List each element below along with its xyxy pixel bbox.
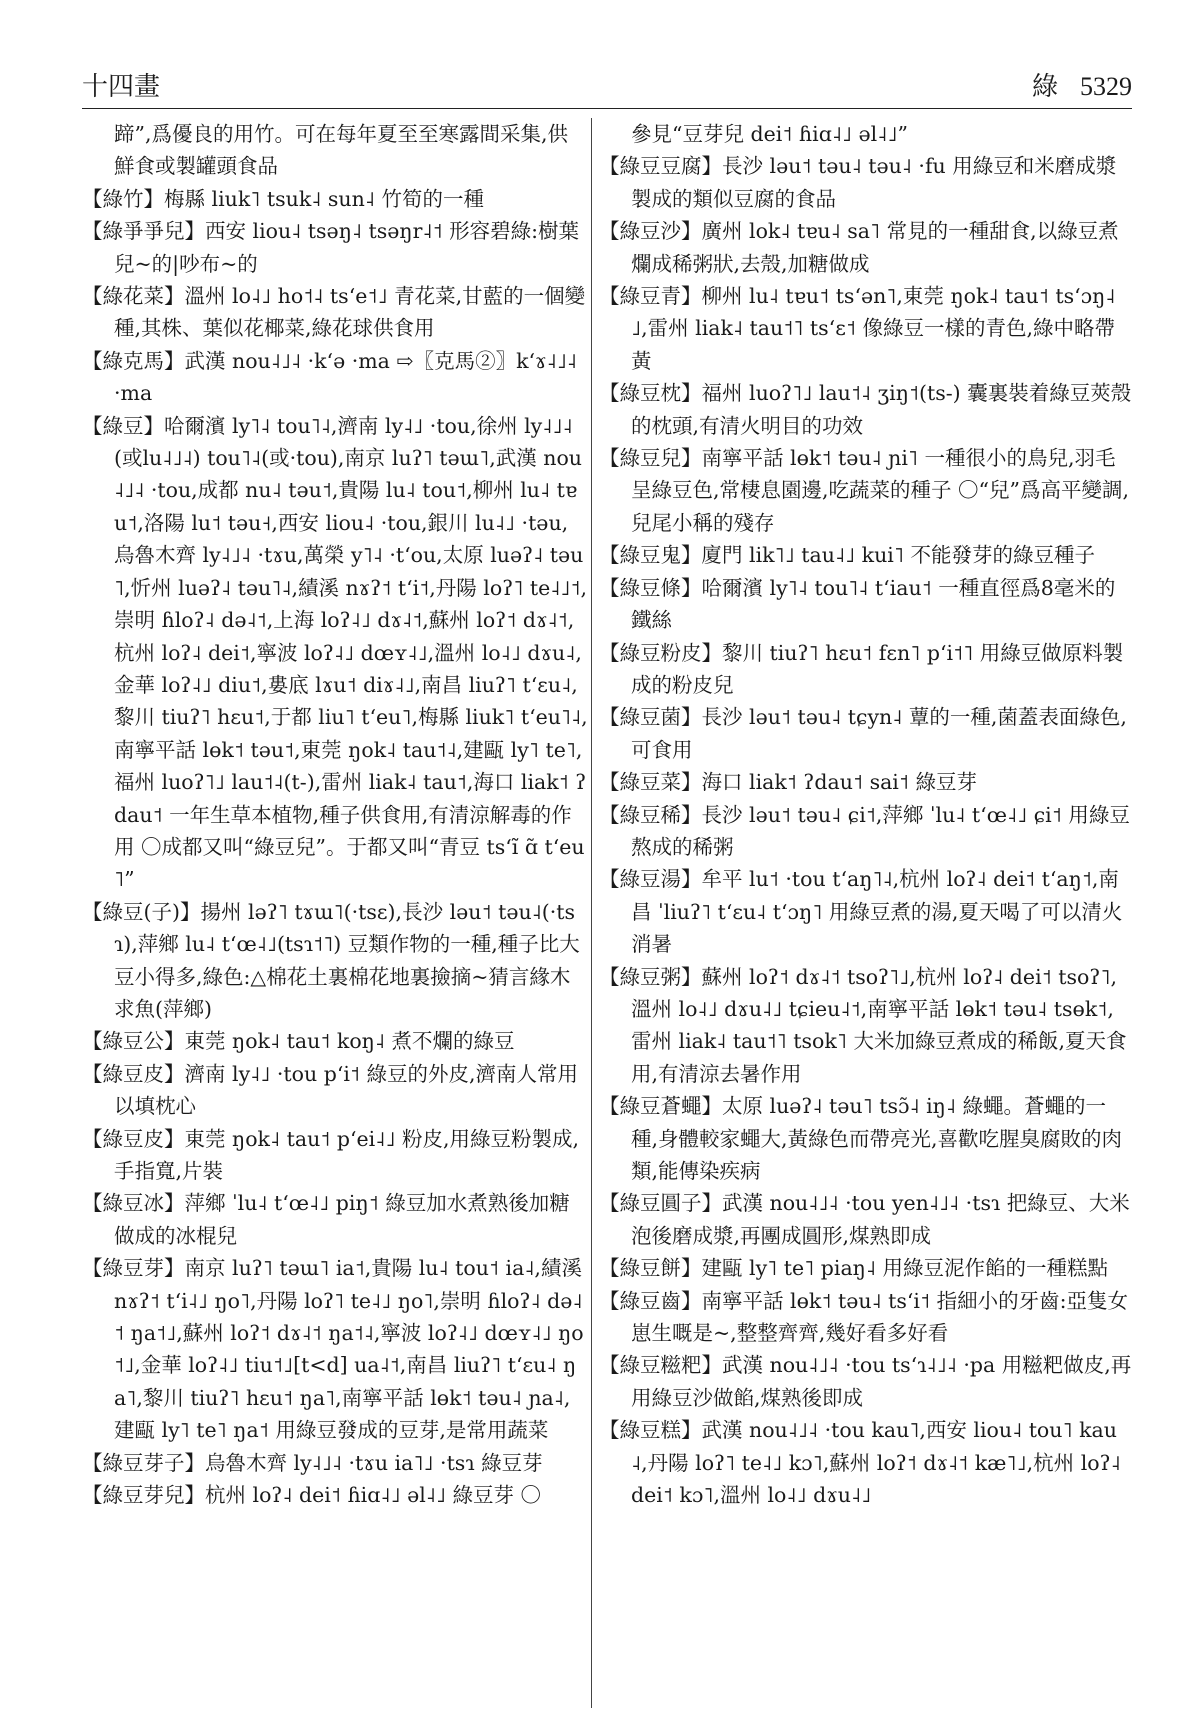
dictionary-entry: 【綠豆沙】廣州 lok˨ tɐu˨ sa˥ 常見的一種甜食,以綠豆煮爛成稀粥狀,去殼,加糖做成 <box>599 219 1119 276</box>
header-rule <box>82 108 1132 109</box>
dictionary-entry: 【綠豆稀】長沙 ləu˦ təu˨ ɕi˦,萍鄉 ˈlu˨ tʻœ˨˩ ɕi˦ 用綠豆熬成的稀粥 <box>599 802 1130 859</box>
dictionary-entry: 【綠爭爭兒】西安 liou˨ tsəŋ˨ tsəŋr˨˦ 形容碧綠:樹葉兒~的|吵布~的 <box>82 219 580 276</box>
dictionary-entry: 【綠豆菜】海口 liak˦ ʔdau˦ sai˦ 綠豆芽 <box>599 770 977 795</box>
head-character-and-page <box>1032 66 1132 103</box>
dictionary-entry: 【綠豆枕】福州 luoʔ˥˩ lau˦˨ ʒiŋ˦(ts-) 囊裏裝着綠豆莢殼的枕頭,有清火明目的功效 <box>599 381 1132 438</box>
dictionary-entry: 【綠豆青】柳州 lu˨ tɐu˦ tsʻən˥,東莞 ŋok˨ tau˦ tsʻɔŋ˨˩,雷州 liak˨ tau˦˥ tsʻɛ˦ 像綠豆一樣的青色,綠中略帶黃 <box>599 284 1116 373</box>
dictionary-entry: 【綠豆皮】東莞 ŋok˨ tau˦ pʻei˨˩ 粉皮,用綠豆粉製成,手指寬,片裝 <box>82 1126 579 1183</box>
dictionary-entry: 【綠豆芽】南京 luʔ˥ təɯ˥ ia˦,貴陽 lu˨ tou˦ ia˨,績溪 nɤʔ˦ tʻi˨˩ ŋo˥,丹陽 loʔ˥ te˨˩ ŋo˥,崇明 ɦloʔ˨ də˨˦ ŋa˦˩,蘇州 loʔ˦ dɤ˨˦ ŋa˦˨,寧波 loʔ˨˩ dœʏ˨˩ ŋo˦˩,金華 loʔ˨˩ tiu˦˩[t<d] ua˨˦,南昌 liuʔ˥ tʻɛu˨ ŋa˥,黎川 tiuʔ˥ hɛu˦ ŋa˥,南寧平話 lɵk˦ təu˨ ɲa˨,建甌 ly˥ te˥ ŋa˦ 用綠豆發成的豆芽,是常用蔬菜 <box>82 1256 589 1443</box>
dictionary-entry: 【綠豆鬼】廈門 lik˥˩ tau˨˩ kui˥ 不能發芽的綠豆種子 <box>599 543 1095 568</box>
dictionary-entry: 參見“豆芽兒 dei˦ ɦiɑ˨˩ əl˨˩” <box>631 122 908 146</box>
dictionary-entry: 【綠豆冰】萍鄉 ˈlu˨ tʻœ˨˩ piŋ˦ 綠豆加水煮熟後加糖做成的冰棍兒 <box>82 1191 570 1248</box>
dictionary-entry: 【綠豆公】東莞 ŋok˨ tau˦ koŋ˨ 煮不爛的綠豆 <box>82 1029 515 1054</box>
dictionary-entry: 【綠豆齒】南寧平話 lɵk˦ təu˨ tsʻi˦ 指細小的牙齒:亞隻女崽生嘅是~,整整齊齊,幾好看多好看 <box>599 1288 1129 1346</box>
head-character: 綠 <box>1031 72 1058 102</box>
dictionary-entry: 【綠豆芽兒】杭州 loʔ˨ dei˦ ɦiɑ˨˩ əl˨˩ 綠豆芽 〇 <box>82 1483 542 1508</box>
dictionary-entry: 【綠豆粉皮】黎川 tiuʔ˥ hɛu˦ fɛn˥ pʻi˦˥ 用綠豆做原料製成的粉皮兒 <box>599 640 1124 697</box>
dictionary-entry: 【綠豆(子)】揚州 ləʔ˥ tɤɯ˥(·tsɛ),長沙 ləu˦ təu˨(·tsɿ),萍鄉 lu˨ tʻœ˨˩(tsɿ˦˥) 豆類作物的一種,種子比大豆小得多,綠色:△棉花土裏棉花地裏撿摘~猜言緣木求魚(萍鄉) <box>82 899 580 1021</box>
section-label: 十四畫 <box>82 72 161 102</box>
dictionary-entry: 【綠克馬】武漢 nou˨˩˨ ·kʻə ·ma ⇨〖克馬②〗kʻɤ˨˩˨ ·ma <box>82 348 584 406</box>
page-header <box>82 58 1132 108</box>
dictionary-entry: 【綠豆】哈爾濱 ly˥˨ tou˥˨,濟南 ly˨˩ ·tou,徐州 ly˨˩˨(或lu˨˩˨) tou˥˨(或·tou),南京 luʔ˥ təɯ˥,武漢 nou˨˩˨ ·tou,成都 nu˨ təu˦,貴陽 lu˨ tou˦,柳州 lu˨ tɐu˦,洛陽 lu˦ təu˧,西安 liou˨ ·tou,銀川 lu˨˩ ·təu,烏魯木齊 ly˨˩˨ ·tɤu,萬榮 y˥˨ ·tʻou,太原 luəʔ˨ təu˥,忻州 luəʔ˨ təu˥˨,績溪 nɤʔ˦ tʻi˦,丹陽 loʔ˥ te˨˩˦,崇明 ɦloʔ˨ də˨˦,上海 loʔ˨˩ dɤ˨˦,蘇州 loʔ˦ dɤ˨˦,杭州 loʔ˨ dei˦,寧波 loʔ˨˩ dœʏ˨˩,溫州 lo˨˩ dɤu˨,金華 loʔ˨˩ diu˦,婁底 lɤu˦ diɤ˨˩,南昌 liuʔ˥ tʻɛu˨,黎川 tiuʔ˥ hɛu˦,于都 liu˥ tʻeu˥,梅縣 liuk˥ tʻeu˥˨,南寧平話 lɵk˦ təu˦,東莞 ŋok˨ tau˦˨,建甌 ly˥ te˥,福州 luoʔ˥˩ lau˦˨(t-),雷州 liak˨ tau˦,海口 liak˦ ʔdau˦ 一年生草本植物,種子供食用,有清涼解毒的作用 〇成都又叫“綠豆兒”。于都又叫“青豆 tsʻĩ ɑ̃ tʻeu˥” <box>82 413 588 892</box>
dictionary-entry: 【綠豆芽子】烏魯木齊 ly˨˩˨ ·tɤu ia˥˩ ·tsɿ 綠豆芽 <box>82 1450 543 1475</box>
dictionary-entry: 【綠豆餅】建甌 ly˥ te˥ piaŋ˨ 用綠豆泥作餡的一種糕點 <box>599 1256 1109 1281</box>
right-column <box>599 118 1132 1511</box>
dictionary-entry: 【綠豆圓子】武漢 nou˨˩˨ ·tou yen˨˩˨ ·tsɿ 把綠豆、大米泡後磨成漿,再團成圓形,煤熟即成 <box>599 1191 1130 1248</box>
dictionary-entry: 【綠花菜】溫州 lo˨˩ ho˦˨ tsʻe˦˩ 青花菜,甘藍的一個變種,其株、葉似花椰菜,綠花球供食用 <box>82 284 586 341</box>
left-column <box>82 118 588 1511</box>
dictionary-entry: 【綠豆豆腐】長沙 ləu˦ təu˨ təu˨ ·fu 用綠豆和米磨成漿製成的類似豆腐的食品 <box>599 154 1117 211</box>
dictionary-entry: 【綠豆兒】南寧平話 lɵk˦ təu˨ ɲi˥ 一種很小的鳥兒,羽毛呈綠豆色,常棲息園邊,吃蔬菜的種子 〇“兒”爲高平變調,兒尾小稱的殘存 <box>599 446 1130 535</box>
dictionary-entry: 【綠豆粥】蘇州 loʔ˦ dɤ˨˦ tsoʔ˥˩,杭州 loʔ˨ dei˦ tsoʔ˥,溫州 lo˨˩ dɤu˨˩ tɕieu˨˦,南寧平話 lɵk˦ təu˨ tsɵk˦,雷州 liak˨ tau˦˥ tsok˥ 大米加綠豆煮成的稀飯,夏天食用,有清涼去暑作用 <box>599 964 1127 1086</box>
dictionary-entry: 【綠豆糍粑】武漢 nou˨˩˨ ·tou tsʻɿ˨˩˨ ·pa 用糍粑做皮,再用綠豆沙做餡,煤熟後即成 <box>599 1353 1132 1410</box>
dictionary-entry: 【綠竹】梅縣 liuk˥ tsuk˨ sun˨ 竹筍的一種 <box>82 186 484 211</box>
dictionary-entry: 【綠豆菌】長沙 ləu˦ təu˨ tɕyn˨ 蕈的一種,菌蓋表面綠色,可食用 <box>599 705 1127 762</box>
dictionary-entry: 蹄”,爲優良的用竹。可在每年夏至至寒露間采集,供鮮食或製罐頭食品 <box>114 122 569 179</box>
dictionary-entry: 【綠豆皮】濟南 ly˨˩ ·tou pʻi˦ 綠豆的外皮,濟南人常用以填枕心 <box>82 1061 579 1119</box>
column-divider <box>591 118 592 1708</box>
dictionary-entry: 【綠豆條】哈爾濱 ly˥˨ tou˥˨ tʻiau˦ 一種直徑爲8毫米的鐵絲 <box>599 575 1116 633</box>
dictionary-entry: 【綠豆蒼蠅】太原 luəʔ˨ təu˥ tsɔ̃˨ iŋ˨ 綠蠅。蒼蠅的一種,身體較家蠅大,黃綠色而帶亮光,喜歡吃腥臭腐敗的肉類,能傳染疾病 <box>599 1094 1123 1183</box>
dictionary-entry: 【綠豆糕】武漢 nou˨˩˨ ·tou kau˥,西安 liou˨ tou˥ kau˨,丹陽 loʔ˥ te˨˩ kɔ˥,蘇州 loʔ˦ dɤ˨˦ kæ˥˩,杭州 loʔ˨ dei˦ kɔ˥,溫州 lo˨˩ dɤu˨˩ <box>599 1418 1128 1508</box>
dictionary-entry: 【綠豆湯】牟平 lu˦ ·tou tʻaŋ˥˨,杭州 loʔ˨ dei˦ tʻaŋ˦,南昌 ˈliuʔ˥ tʻɛu˨ tʻɔŋ˥ 用綠豆煮的湯,夏天喝了可以清火消暑 <box>599 867 1123 957</box>
page-number: 5329 <box>1080 72 1132 101</box>
